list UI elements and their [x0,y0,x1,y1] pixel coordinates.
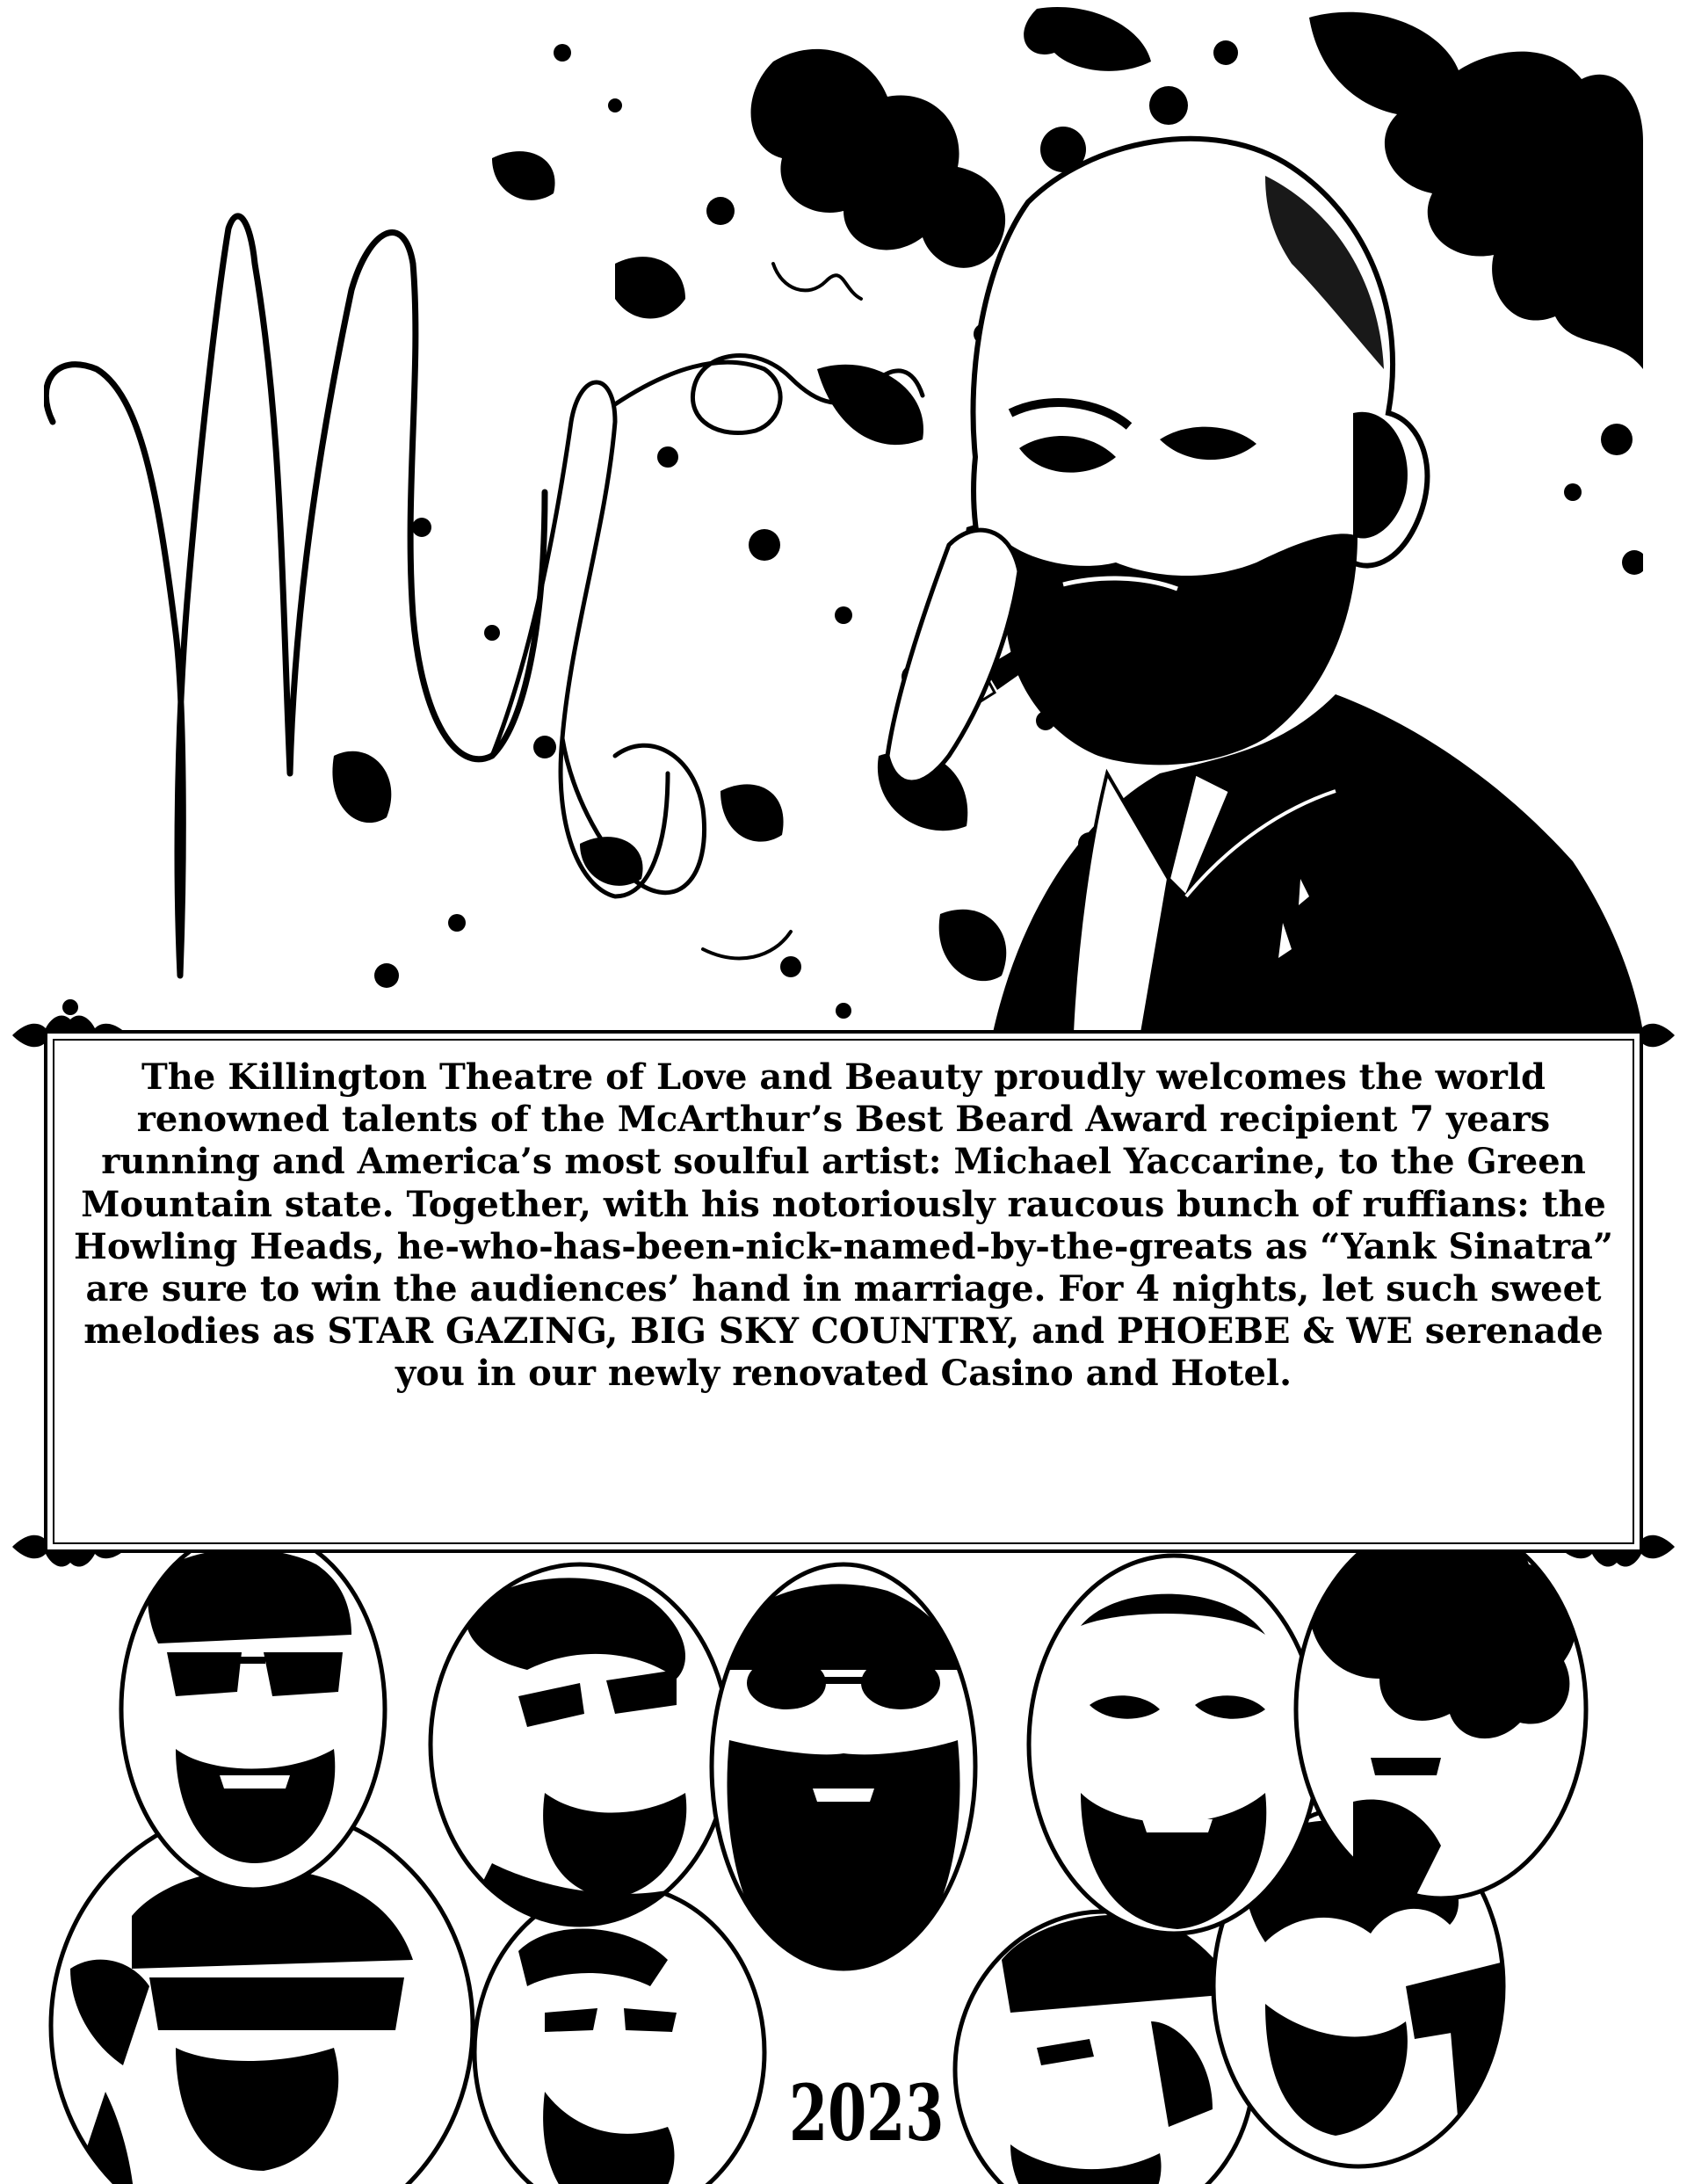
announcement-panel [44,1030,1643,1553]
announcement-text: The Killington Theatre of Love and Beauty proudly welcomes the world renowned talents of the McArthur’s Best Beard Award recipient 7 years running and America’s most soulful artist: Michael Yaccarine, to the Green Mountain state. Together, with his notoriously raucous bunch of ruffians: the Howling Heads, he-who-has-been-nick-named-by-the-greats as “Yank Sinatra” are sure to win the audiences’ hand in marriage. For 4 nights, let such sweet melodies as STAR GAZING, BIG SKY COUNTRY, and PHOEBE & WE serenade you in our newly renovated Casino and Hotel. [74,1056,1613,1395]
band-member-portrait [474,1885,764,2184]
hero-artwork [46,7,1647,1033]
signature [46,216,923,976]
band-member-portrait [431,1564,729,1934]
year-label: 2023 [789,2067,945,2159]
band-member-portrait [955,1912,1254,2184]
band-member-portrait [1296,1511,1586,1898]
band-member-portrait-center [712,1564,975,1980]
band-member-portrait [121,1529,385,1890]
band-member-portrait [1029,1556,1319,1934]
